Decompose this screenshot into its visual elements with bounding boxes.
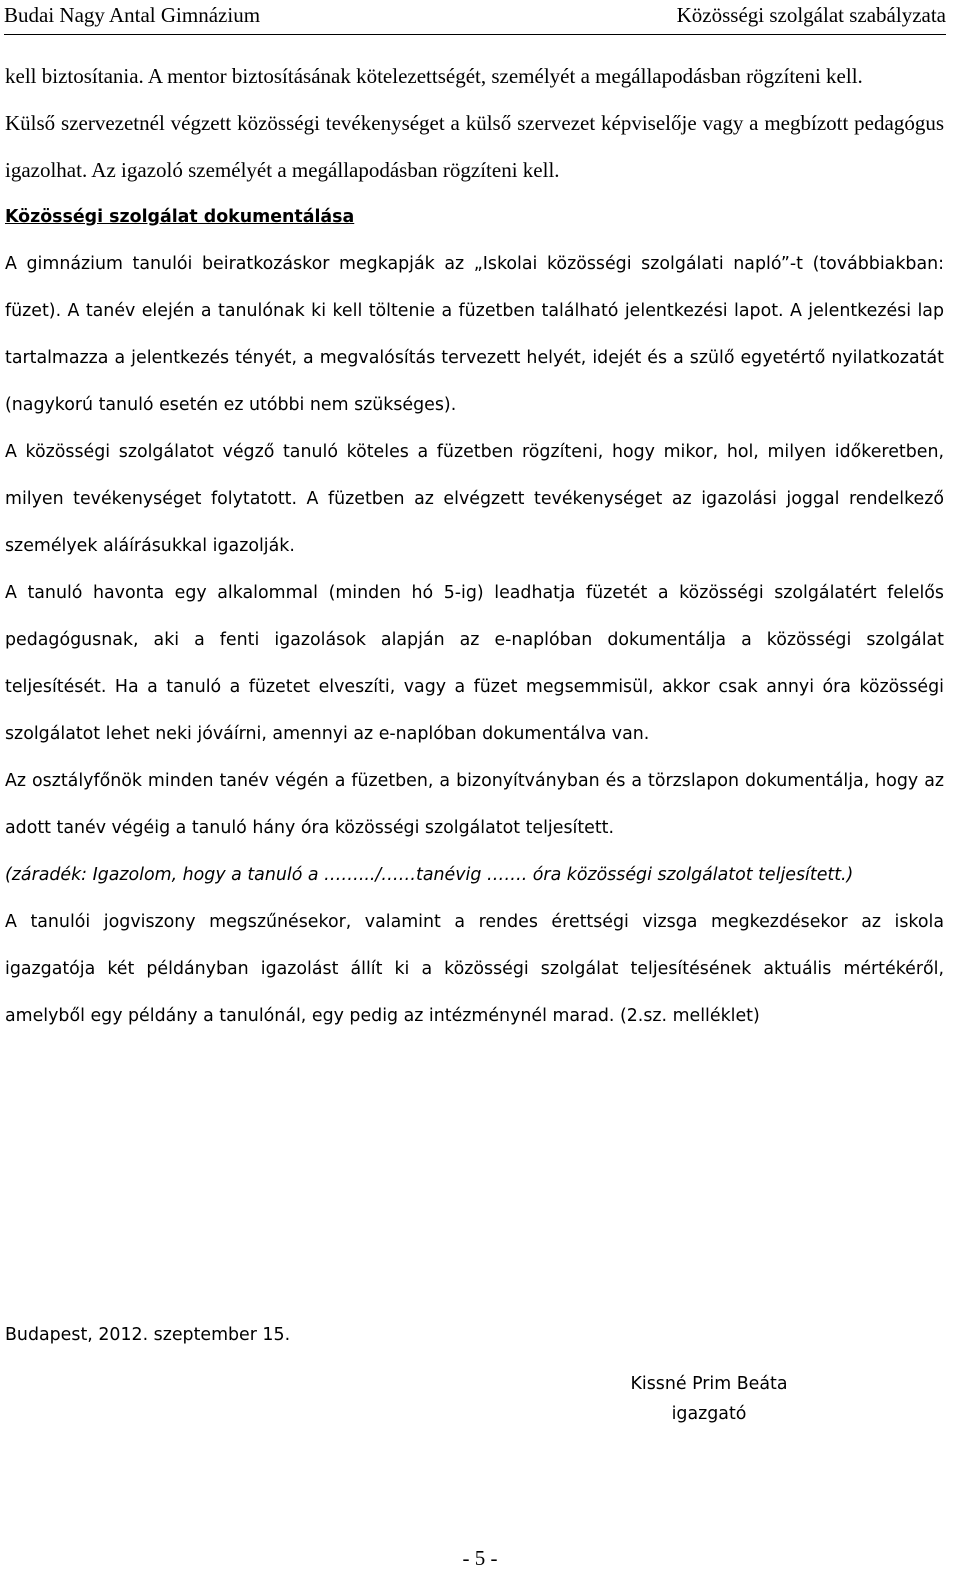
place-date: Budapest, 2012. szeptember 15. [5, 1325, 291, 1345]
page-header [4, 0, 946, 35]
header-document-title: Közösségi szolgálat szabályzata [676, 3, 946, 27]
signatory-title: igazgató [671, 1404, 747, 1424]
paragraph-logging: A közösségi szolgálatot végző tanuló köteles a füzetben rögzíteni, hogy mikor, hol, milyen időkeretben, milyen tevékenységet folytatott. A füzetben az elvégzett tevékenységet az igazolási joggal rendelkező személyek aláírásukkal igazolják. [5, 442, 944, 556]
page-number: - 5 - [462, 1546, 498, 1570]
signature-block [604, 1369, 814, 1429]
section-heading: Közösségi szolgálat dokumentálása [5, 207, 355, 227]
paragraph-monthly-submission: A tanuló havonta egy alkalommal (minden hó 5-ig) leadhatja füzetét a közösségi szolgálatért felelős pedagógusnak, aki a fenti igazolások alapján az e-naplóban dokumentálja a közösségi szolgálat teljesítését. Ha a tanuló a füzetet elveszíti, vagy a füzet megsemmisül, akkor csak annyi óra közösségi szolgálatot lehet neki jóváírni, amennyi az e-naplóban dokumentálva van. [5, 583, 944, 744]
document-body [5, 53, 944, 1040]
paragraph-class-teacher: Az osztályfőnök minden tanév végén a füzetben, a bizonyítványban és a törzslapon dokumentálja, hogy az adott tanév végéig a tanuló hány óra közösségi szolgálatot teljesített. [5, 771, 944, 838]
paragraph-mentor: kell biztosítania. A mentor biztosításának kötelezettségét, személyét a megállapodásban rögzíteni kell. [5, 64, 863, 88]
paragraph-external-organization: Külső szervezetnél végzett közösségi tevékenységet a külső szervezet képviselője vagy a megbízott pedagógus igazolhat. Az igazoló személyét a megállapodásban rögzíteni kell. [5, 111, 944, 182]
paragraph-clause: (záradék: Igazolom, hogy a tanuló a …….../……tanévig ……. óra közösségi szolgálatot teljesített.) [5, 865, 854, 885]
paragraph-enrollment: A gimnázium tanulói beiratkozáskor megkapják az „Iskolai közösségi szolgálati napló”-t (továbbiakban: füzet). A tanév elején a tanulónak ki kell töltenie a füzetben található jelentkezési lapot. A jelentkezési lap tartalmazza a jelentkezés tényét, a megvalósítás tervezett helyét, idejét és a szülő egyetértő nyilatkozatát (nagykorú tanuló esetén ez utóbbi nem szükséges). [5, 254, 944, 415]
signatory-name: Kissné Prim Beáta [630, 1374, 788, 1394]
paragraph-termination: A tanulói jogviszony megszűnésekor, valamint a rendes érettségi vizsga megkezdésekor az iskola igazgatója két példányban igazolást állít ki a közösségi szolgálat teljesítésének aktuális mértékéről, amelyből egy példány a tanulónál, egy pedig az intézménynél marad. (2.sz. melléklet) [5, 912, 944, 1026]
header-school-name: Budai Nagy Antal Gimnázium [4, 3, 261, 27]
